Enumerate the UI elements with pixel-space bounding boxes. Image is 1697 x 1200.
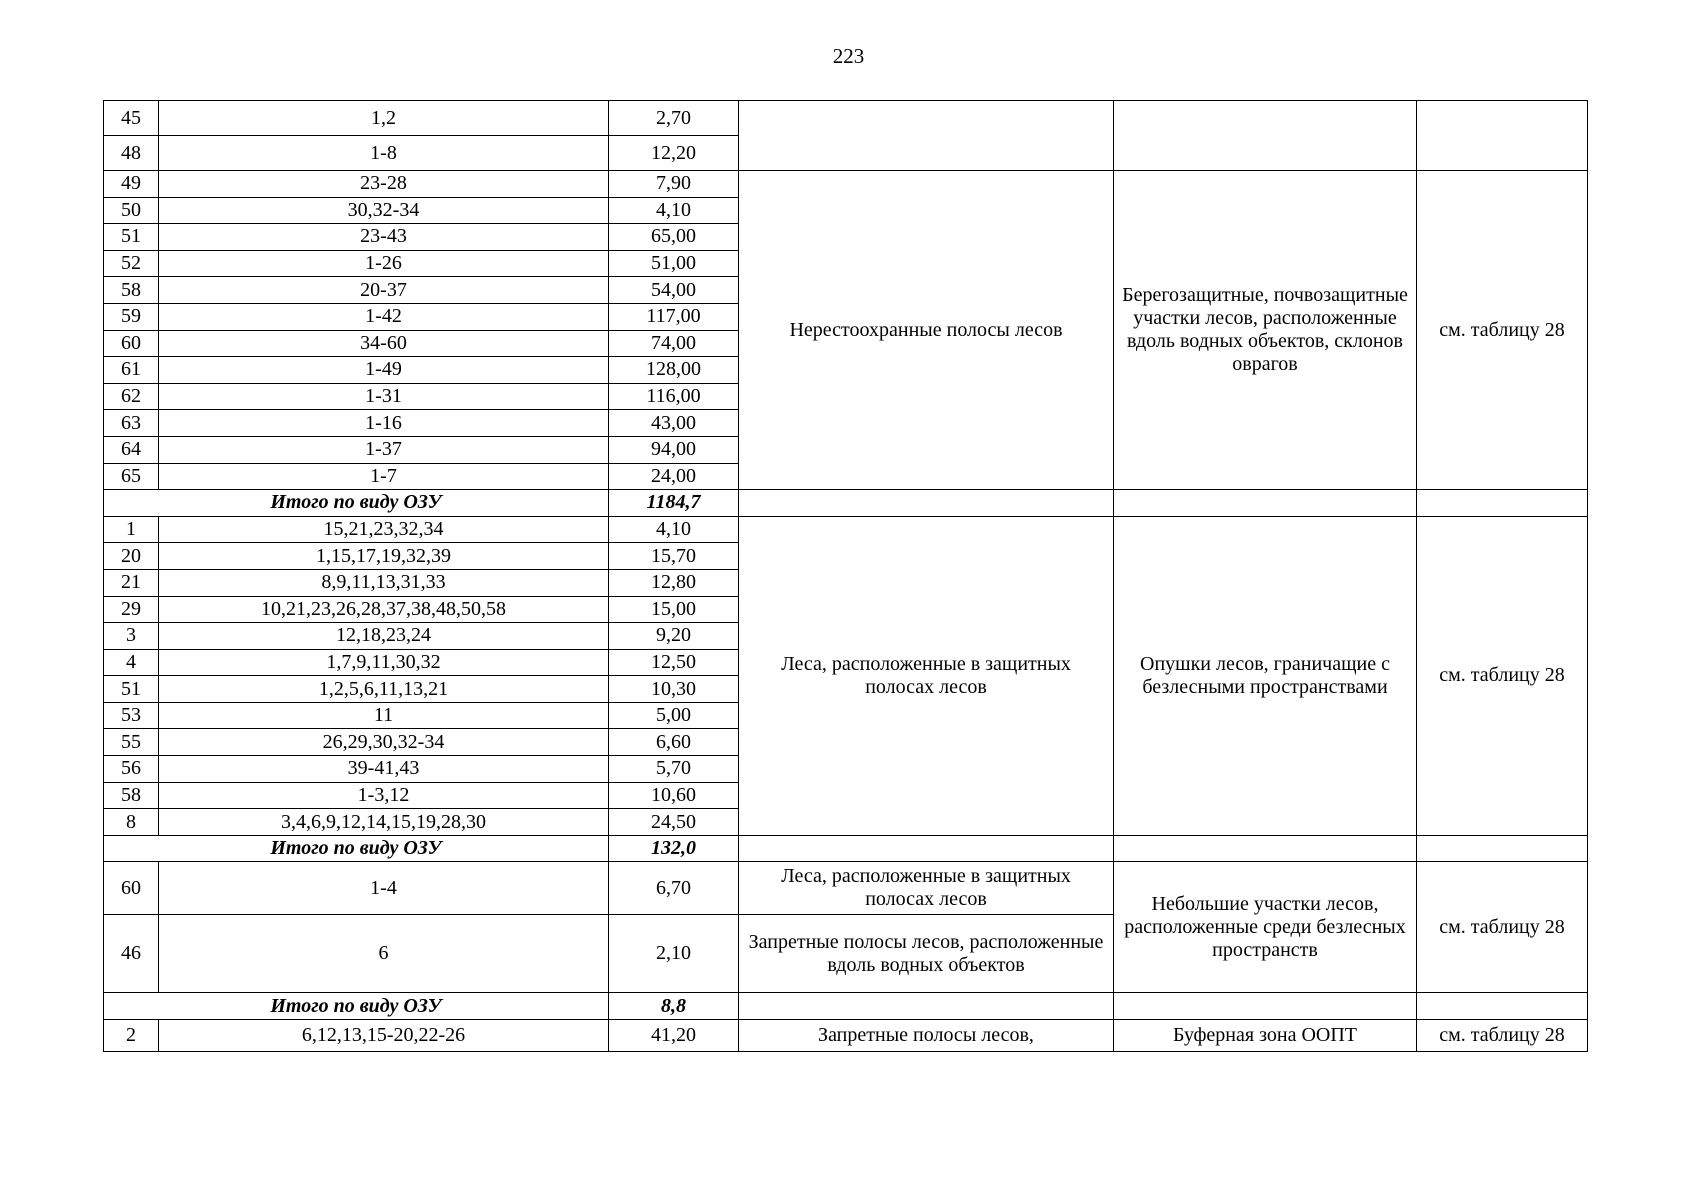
empty-cell (739, 835, 1114, 862)
table-row (104, 171, 1588, 198)
vydel-cell: 23-28 (159, 171, 609, 198)
area-cell: 5,70 (609, 756, 739, 783)
reference-cell: см. таблицу 28 (1417, 862, 1588, 993)
vydel-cell: 1-49 (159, 357, 609, 384)
area-cell: 65,00 (609, 224, 739, 251)
area-cell: 4,10 (609, 197, 739, 224)
quarter-cell: 60 (104, 862, 159, 915)
area-cell: 51,00 (609, 250, 739, 277)
quarter-cell: 62 (104, 383, 159, 410)
vydel-cell: 26,29,30,32-34 (159, 729, 609, 756)
subtotal-row (104, 835, 1588, 862)
area-cell: 41,20 (609, 1020, 739, 1052)
quarter-cell: 1 (104, 516, 159, 543)
quarter-cell: 2 (104, 1020, 159, 1052)
quarter-cell: 51 (104, 676, 159, 703)
vydel-cell: 20-37 (159, 277, 609, 304)
subtotal-row (104, 993, 1588, 1020)
area-cell: 2,70 (609, 101, 739, 136)
vydel-cell: 1,7,9,11,30,32 (159, 649, 609, 676)
vydel-cell: 1,2 (159, 101, 609, 136)
vydel-cell: 11 (159, 702, 609, 729)
category-cell: Запретные полосы лесов, (739, 1020, 1114, 1052)
area-cell: 24,00 (609, 463, 739, 490)
reference-cell (1417, 101, 1588, 171)
table-row (104, 862, 1588, 915)
category-cell: Запретные полосы лесов, расположенные вдоль водных объектов (739, 915, 1114, 993)
subtotal-value: 132,0 (609, 835, 739, 862)
quarter-cell: 52 (104, 250, 159, 277)
empty-cell (1114, 835, 1417, 862)
quarter-cell: 55 (104, 729, 159, 756)
area-cell: 10,60 (609, 782, 739, 809)
reference-cell: см. таблицу 28 (1417, 516, 1588, 835)
quarter-cell: 20 (104, 543, 159, 570)
area-cell: 12,80 (609, 569, 739, 596)
empty-cell (1417, 490, 1588, 517)
vydel-cell: 10,21,23,26,28,37,38,48,50,58 (159, 596, 609, 623)
vydel-cell: 1,15,17,19,32,39 (159, 543, 609, 570)
quarter-cell: 56 (104, 756, 159, 783)
subtotal-label: Итого по виду ОЗУ (104, 490, 609, 517)
vydel-cell: 39-41,43 (159, 756, 609, 783)
vydel-cell: 12,18,23,24 (159, 623, 609, 650)
quarter-cell: 59 (104, 303, 159, 330)
zone-cell: Буферная зона ООПТ (1114, 1020, 1417, 1052)
quarter-cell: 49 (104, 171, 159, 198)
zone-cell: Берегозащитные, почвозащитные участки лесов, расположенные вдоль водных объектов, склонов оврагов (1114, 171, 1417, 490)
vydel-cell: 1-16 (159, 410, 609, 437)
zone-cell (1114, 101, 1417, 171)
quarter-cell: 61 (104, 357, 159, 384)
vydel-cell: 1-37 (159, 436, 609, 463)
empty-cell (739, 993, 1114, 1020)
category-cell: Нерестоохранные полосы лесов (739, 171, 1114, 490)
vydel-cell: 15,21,23,32,34 (159, 516, 609, 543)
quarter-cell: 58 (104, 782, 159, 809)
forest-table (103, 100, 1588, 1052)
table-row (104, 516, 1588, 543)
subtotal-value: 8,8 (609, 993, 739, 1020)
quarter-cell: 65 (104, 463, 159, 490)
category-cell (739, 101, 1114, 171)
quarter-cell: 60 (104, 330, 159, 357)
table-row (104, 101, 1588, 136)
area-cell: 116,00 (609, 383, 739, 410)
area-cell: 128,00 (609, 357, 739, 384)
quarter-cell: 46 (104, 915, 159, 993)
quarter-cell: 45 (104, 101, 159, 136)
zone-cell: Небольшие участки лесов, расположенные среди безлесных пространств (1114, 862, 1417, 993)
area-cell: 12,20 (609, 136, 739, 171)
vydel-cell: 1-8 (159, 136, 609, 171)
area-cell: 2,10 (609, 915, 739, 993)
reference-cell: см. таблицу 28 (1417, 1020, 1588, 1052)
vydel-cell: 1-42 (159, 303, 609, 330)
vydel-cell: 23-43 (159, 224, 609, 251)
empty-cell (1114, 490, 1417, 517)
subtotal-label: Итого по виду ОЗУ (104, 835, 609, 862)
area-cell: 24,50 (609, 809, 739, 836)
quarter-cell: 3 (104, 623, 159, 650)
area-cell: 15,00 (609, 596, 739, 623)
quarter-cell: 58 (104, 277, 159, 304)
empty-cell (739, 490, 1114, 517)
empty-cell (1417, 993, 1588, 1020)
quarter-cell: 21 (104, 569, 159, 596)
vydel-cell: 8,9,11,13,31,33 (159, 569, 609, 596)
quarter-cell: 63 (104, 410, 159, 437)
quarter-cell: 29 (104, 596, 159, 623)
page-number: 223 (832, 44, 865, 68)
area-cell: 7,90 (609, 171, 739, 198)
area-cell: 54,00 (609, 277, 739, 304)
area-cell: 15,70 (609, 543, 739, 570)
vydel-cell: 1-3,12 (159, 782, 609, 809)
vydel-cell: 34-60 (159, 330, 609, 357)
table-row (104, 1020, 1588, 1052)
vydel-cell: 1,2,5,6,11,13,21 (159, 676, 609, 703)
area-cell: 6,70 (609, 862, 739, 915)
quarter-cell: 53 (104, 702, 159, 729)
vydel-cell: 1-4 (159, 862, 609, 915)
quarter-cell: 64 (104, 436, 159, 463)
reference-cell: см. таблицу 28 (1417, 171, 1588, 490)
quarter-cell: 50 (104, 197, 159, 224)
area-cell: 74,00 (609, 330, 739, 357)
area-cell: 6,60 (609, 729, 739, 756)
empty-cell (1114, 993, 1417, 1020)
subtotal-row (104, 490, 1588, 517)
quarter-cell: 51 (104, 224, 159, 251)
empty-cell (1417, 835, 1588, 862)
area-cell: 43,00 (609, 410, 739, 437)
category-cell: Леса, расположенные в защитных полосах лесов (739, 862, 1114, 915)
area-cell: 9,20 (609, 623, 739, 650)
zone-cell: Опушки лесов, граничащие с безлесными пространствами (1114, 516, 1417, 835)
area-cell: 4,10 (609, 516, 739, 543)
vydel-cell: 1-26 (159, 250, 609, 277)
subtotal-value: 1184,7 (609, 490, 739, 517)
vydel-cell: 1-7 (159, 463, 609, 490)
area-cell: 12,50 (609, 649, 739, 676)
vydel-cell: 6 (159, 915, 609, 993)
area-cell: 5,00 (609, 702, 739, 729)
area-cell: 117,00 (609, 303, 739, 330)
area-cell: 10,30 (609, 676, 739, 703)
quarter-cell: 48 (104, 136, 159, 171)
quarter-cell: 8 (104, 809, 159, 836)
quarter-cell: 4 (104, 649, 159, 676)
vydel-cell: 30,32-34 (159, 197, 609, 224)
vydel-cell: 6,12,13,15-20,22-26 (159, 1020, 609, 1052)
category-cell: Леса, расположенные в защитных полосах лесов (739, 516, 1114, 835)
subtotal-label: Итого по виду ОЗУ (104, 993, 609, 1020)
vydel-cell: 3,4,6,9,12,14,15,19,28,30 (159, 809, 609, 836)
vydel-cell: 1-31 (159, 383, 609, 410)
area-cell: 94,00 (609, 436, 739, 463)
